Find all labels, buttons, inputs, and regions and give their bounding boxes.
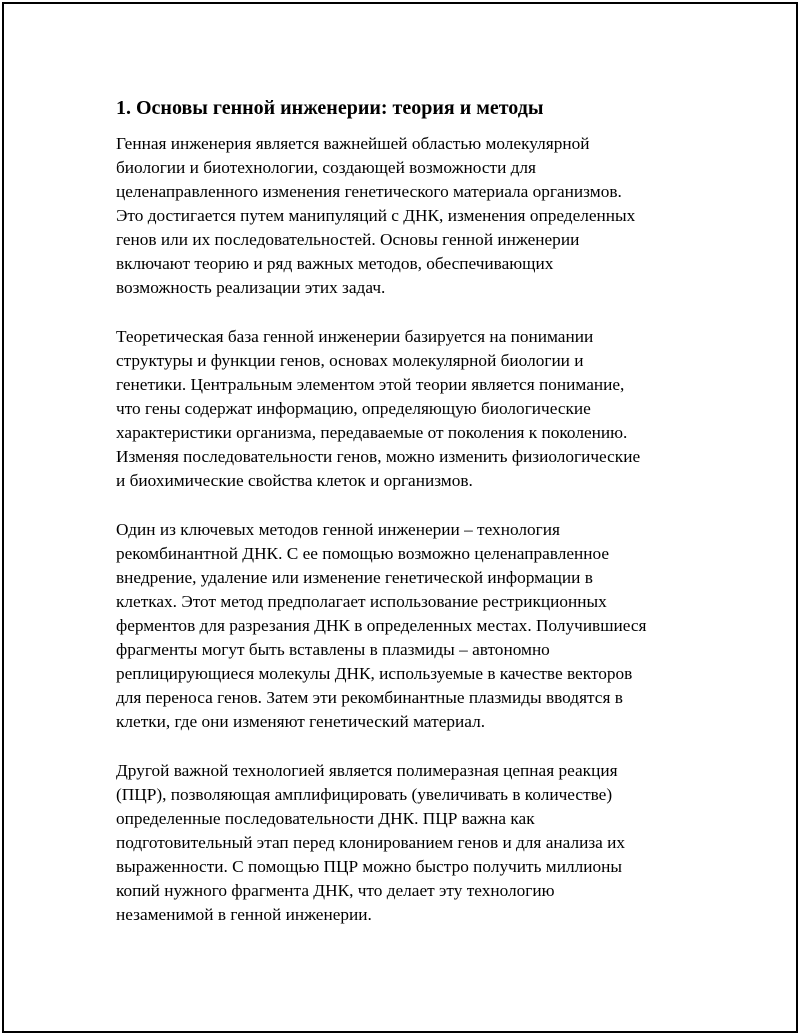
text-line: Изменяя последовательности генов, можно изменить физиологические <box>116 447 641 466</box>
paragraph-intro <box>116 132 686 300</box>
text-line: внедрение, удаление или изменение генетической информации в <box>116 568 593 587</box>
text-line: генетики. Центральным элементом этой теории является понимание, <box>116 375 625 394</box>
text-line: реплицирующиеся молекулы ДНК, используемые в качестве векторов <box>116 664 633 683</box>
text-line: Генная инженерия является важнейшей областью молекулярной <box>116 134 590 153</box>
paragraph-pcr <box>116 759 686 927</box>
text-line: характеристики организма, передаваемые от поколения к поколению. <box>116 423 628 442</box>
text-line: незаменимой в генной инженерии. <box>116 905 372 924</box>
text-line: Это достигается путем манипуляций с ДНК, изменения определенных <box>116 206 636 225</box>
text-line: структуры и функции генов, основах молекулярной биологии и <box>116 351 584 370</box>
text-line: целенаправленного изменения генетического материала организмов. <box>116 182 622 201</box>
text-line: возможность реализации этих задач. <box>116 278 386 297</box>
text-line: Теоретическая база генной инженерии базируется на понимании <box>116 327 594 346</box>
text-line: для переноса генов. Затем эти рекомбинантные плазмиды вводятся в <box>116 688 623 707</box>
text-line: (ПЦР), позволяющая амплифицировать (увеличивать в количестве) <box>116 785 613 804</box>
text-line: выраженности. С помощью ПЦР можно быстро получить миллионы <box>116 857 622 876</box>
text-line: копий нужного фрагмента ДНК, что делает эту технологию <box>116 881 555 900</box>
paragraph-recombinant-dna <box>116 518 686 734</box>
text-line: что гены содержат информацию, определяющую биологические <box>116 399 591 418</box>
text-line: ферментов для разрезания ДНК в определенных местах. Получившиеся <box>116 616 647 635</box>
text-line: определенные последовательности ДНК. ПЦР важна как <box>116 809 535 828</box>
text-line: клетках. Этот метод предполагает использование рестрикционных <box>116 592 607 611</box>
text-line: рекомбинантной ДНК. С ее помощью возможно целенаправленное <box>116 544 610 563</box>
text-line: подготовительный этап перед клонированием генов и для анализа их <box>116 833 626 852</box>
text-line: фрагменты могут быть вставлены в плазмиды – автономно <box>116 640 550 659</box>
text-line: генов или их последовательностей. Основы генной инженерии <box>116 230 580 249</box>
text-line: клетки, где они изменяют генетический материал. <box>116 712 486 731</box>
text-line: и биохимические свойства клеток и организмов. <box>116 471 473 490</box>
paragraph-theory <box>116 325 686 493</box>
section-heading: 1. Основы генной инженерии: теория и методы <box>116 97 544 119</box>
text-line: Другой важной технологией является полимеразная цепная реакция <box>116 761 618 780</box>
text-line: включают теорию и ряд важных методов, обеспечивающих <box>116 254 554 273</box>
text-line: биологии и биотехнологии, создающей возможности для <box>116 158 536 177</box>
text-line: Один из ключевых методов генной инженерии – технология <box>116 520 560 539</box>
document-body <box>116 96 686 952</box>
